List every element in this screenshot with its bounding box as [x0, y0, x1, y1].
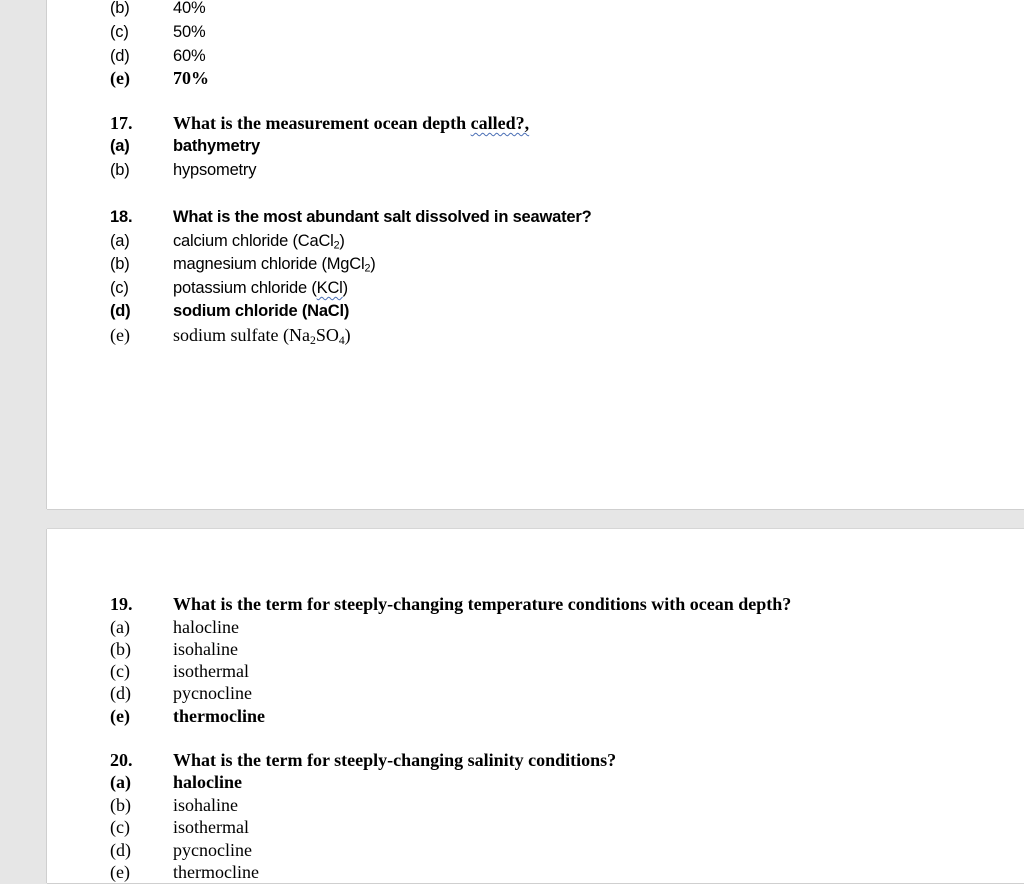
q19-option-c: [47, 660, 1024, 683]
q18-question: [47, 206, 1024, 229]
option-label: (b): [110, 161, 130, 179]
option-text: isohaline: [173, 795, 238, 815]
q19-option-b: [47, 638, 1024, 661]
q18-option-e: [47, 324, 1024, 347]
option-text: 40%: [173, 0, 206, 17]
q19-option-d: [47, 682, 1024, 705]
option-text: isothermal: [173, 817, 249, 837]
question-number: 19.: [110, 594, 133, 614]
question-text: What is the term for steeply-changing salinity conditions?: [173, 750, 617, 770]
q20-option-e: [47, 861, 1024, 884]
option-text: hypsometry: [173, 161, 257, 179]
question-text-main: What is the measurement ocean depth: [173, 113, 471, 133]
q18-option-d-correct: [47, 300, 1024, 323]
q20-question: [47, 749, 1024, 772]
question-number: 17.: [110, 113, 133, 133]
option-text: 60%: [173, 47, 206, 65]
option-text: halocline: [173, 772, 243, 792]
q19-question: [47, 593, 1024, 616]
option-label: (b): [110, 639, 131, 659]
q19-option-e-correct: [47, 705, 1024, 728]
option-text: 50%: [173, 23, 206, 41]
option-label: (d): [110, 47, 130, 65]
option-label: (b): [110, 255, 130, 273]
option-label: (a): [110, 617, 130, 637]
option-label: (a): [110, 137, 130, 155]
q16-option-c: [47, 21, 1024, 44]
option-text: thermocline: [173, 862, 259, 882]
option-text: thermocline: [173, 706, 265, 726]
option-text: sodium chloride (NaCl): [173, 302, 350, 320]
option-text: potassium chloride (KCl): [173, 279, 348, 297]
q18-option-b: [47, 253, 1024, 276]
option-label: (a): [110, 232, 130, 250]
q18-option-a: [47, 230, 1024, 253]
question-text: [173, 112, 529, 135]
option-text: pycnocline: [173, 683, 252, 703]
option-label: (e): [110, 706, 130, 726]
option-label: (c): [110, 661, 130, 681]
q17-question: [47, 112, 1024, 135]
option-label: (b): [110, 795, 131, 815]
q20-option-d: [47, 839, 1024, 862]
document-page-1: [47, 0, 1024, 509]
question-number: 20.: [110, 750, 133, 770]
q16-option-b: [47, 0, 1024, 20]
spellcheck-underlined-word: KCl: [316, 279, 343, 297]
option-label: (c): [110, 279, 129, 297]
option-text: 70%: [173, 68, 209, 88]
option-text: bathymetry: [173, 137, 260, 155]
option-label: (e): [110, 862, 130, 882]
q17-option-b: [47, 159, 1024, 182]
question-text: What is the term for steeply-changing temperature conditions with ocean depth?: [173, 594, 792, 614]
spellcheck-underlined-word: called?,: [470, 113, 530, 133]
q17-option-a-correct: [47, 135, 1024, 158]
q20-option-a-correct: [47, 771, 1024, 794]
option-text: pycnocline: [173, 840, 252, 860]
option-label: (c): [110, 23, 129, 41]
option-text: halocline: [173, 617, 239, 637]
q18-option-c: [47, 277, 1024, 300]
option-label: (d): [110, 840, 131, 860]
question-text: What is the most abundant salt dissolved in seawater?: [173, 208, 592, 226]
q16-option-d: [47, 45, 1024, 68]
option-text: isohaline: [173, 639, 238, 659]
option-text: sodium sulfate $(Na_2SO_4)$: [173, 325, 351, 347]
option-label: (d): [110, 302, 131, 320]
option-label: (e): [110, 68, 130, 88]
option-label: (b): [110, 0, 130, 17]
option-label: (d): [110, 683, 131, 703]
option-label: (e): [110, 325, 130, 345]
option-text: calcium chloride (CaCl$_2$): [173, 232, 345, 252]
option-label: (a): [110, 772, 131, 792]
option-text: magnesium chloride (MgCl$_2$): [173, 255, 376, 275]
q20-option-c: [47, 816, 1024, 839]
question-number: 18.: [110, 208, 133, 226]
option-text: isothermal: [173, 661, 249, 681]
q16-option-e-correct: [47, 67, 1024, 90]
option-label: (c): [110, 817, 130, 837]
q19-option-a: [47, 616, 1024, 639]
q20-option-b: [47, 794, 1024, 817]
document-page-2: [47, 529, 1024, 883]
